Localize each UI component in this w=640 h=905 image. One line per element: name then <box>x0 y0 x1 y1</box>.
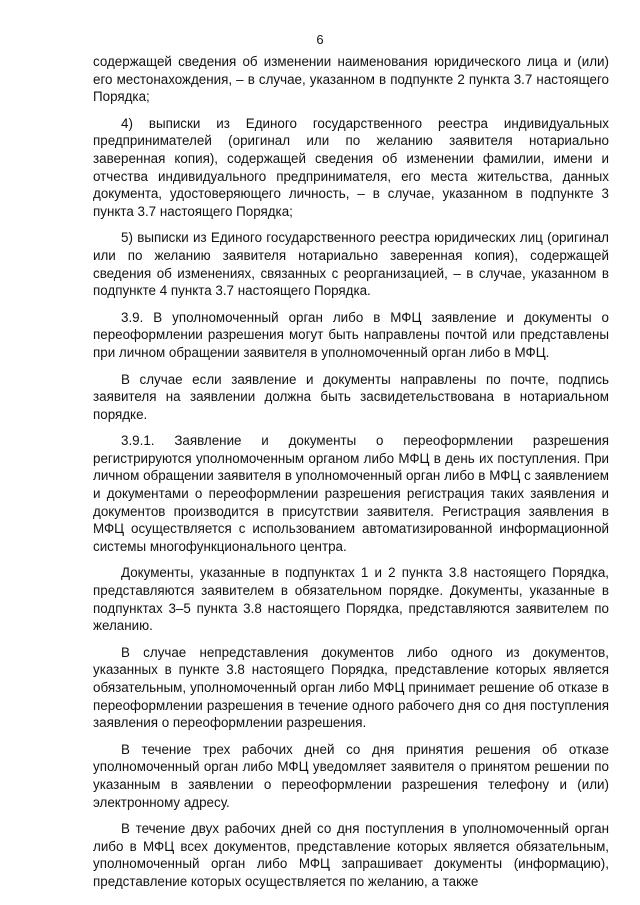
paragraph-item-4: 4) выписки из Единого государственного реестра индивидуальных предпринимателей (оригинал или по желанию заявителя нотариально заверенная копия), содержащей сведения об изменении фамилии, имени и отчества индивидуального предпринимателя, его места жительства, данных документа, удостоверяющего личность, – в случае, указанном в подпункте 3 пункта 3.7 настоящего Порядка; <box>93 115 609 219</box>
page-number: 6 <box>316 32 324 47</box>
paragraph-postal-signature: В случае если заявление и документы направлены по почте, подпись заявителя на заявлении должна быть засвидетельствована в нотариальном порядке. <box>93 371 609 422</box>
paragraph-item-5: 5) выписки из Единого государственного реестра юридических лиц (оригинал или по желанию заявителя нотариально заверенная копия), содержащей сведения об изменениях, связанных с реорганизацией, – в случае, указанном в подпункте 4 пункта 3.7 настоящего Порядка. <box>93 230 609 299</box>
paragraph-3-9-1: 3.9.1. Заявление и документы о переоформлении разрешения регистрируются уполномоченным органом либо МФЦ в день их поступления. При личном обращении заявителя в уполномоченный орган либо в МФЦ с заявлением и документами о переоформлении разрешения регистрация таких заявления и документов производится в присутствии заявителя. Регистрация заявления в МФЦ осуществляется с использованием автоматизированной информационной системы многофункционального центра. <box>93 433 609 554</box>
paragraph-refusal-notification: В течение трех рабочих дней со дня принятия решения об отказе уполномоченный орган либо МФЦ уведомляет заявителя о принятом решении по указанным в заявлении о переоформлении разрешения телефону и (или) электронному адресу. <box>93 741 609 810</box>
document-body <box>93 53 609 891</box>
paragraph-refusal-decision: В случае непредставления документов либо одного из документов, указанных в пункте 3.8 настоящего Порядка, представление которых является обязательным, уполномоченный орган либо МФЦ принимает решение об отказе в переоформлении разрешения в течение одного рабочего дня со дня поступления заявления о переоформлении разрешения. <box>93 644 609 731</box>
paragraph-required-documents: Документы, указанные в подпунктах 1 и 2 пункта 3.8 настоящего Порядка, представляются заявителем в обязательном порядке. Документы, указанные в подпунктах 3–5 пункта 3.8 настоящего Порядка, представляются заявителем по желанию. <box>93 565 609 634</box>
paragraph-3-9: 3.9. В уполномоченный орган либо в МФЦ заявление и документы о переоформлении разрешения могут быть направлены почтой или представлены при личном обращении заявителя в уполномоченный орган либо в МФЦ. <box>93 309 609 360</box>
paragraph-continuation: содержащей сведения об изменении наименования юридического лица и (или) его местонахождения, – в случае, указанном в подпункте 2 пункта 3.7 настоящего Порядка; <box>93 54 609 105</box>
paragraph-document-request: В течение двух рабочих дней со дня поступления в уполномоченный орган либо в МФЦ всех документов, представление которых является обязательным, уполномоченный орган либо МФЦ запрашивает документы (информацию), представление которых осуществляется по желанию, а также <box>93 821 609 889</box>
